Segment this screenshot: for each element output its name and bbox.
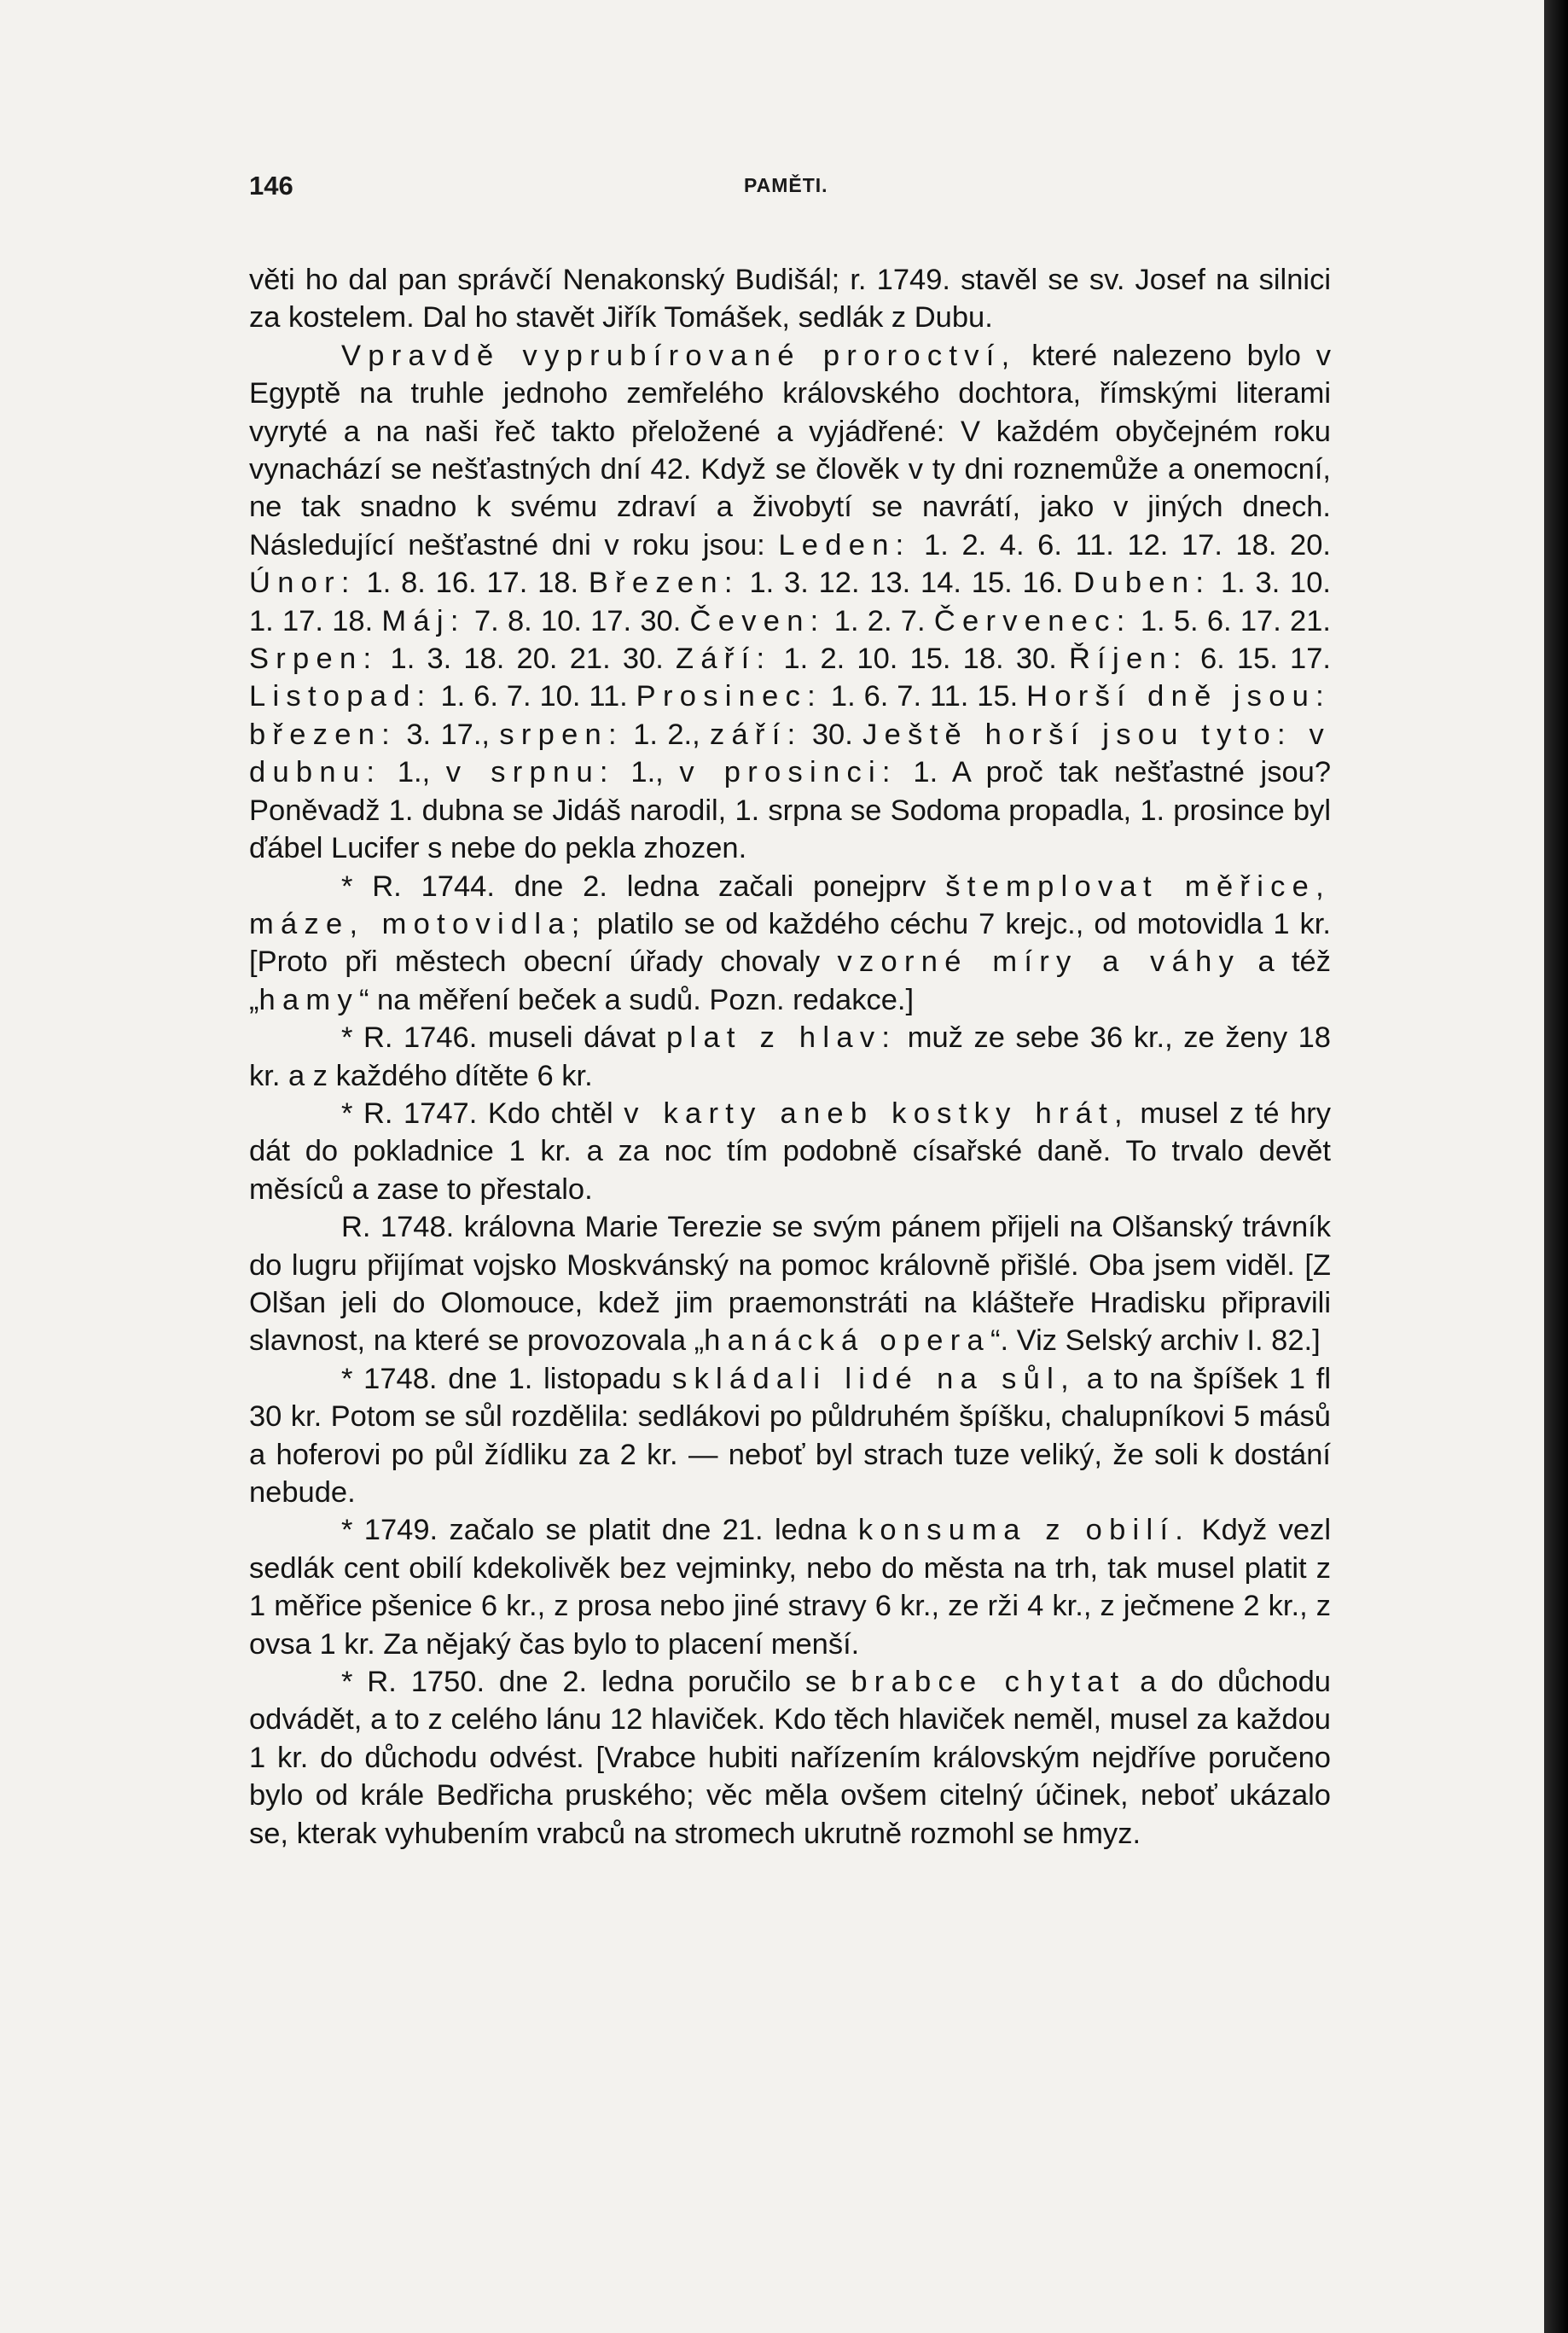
paragraph-text: 1. 6. 7. 10. 11. (432, 680, 636, 713)
spaced-emphasis-text: v srpnu: (445, 756, 615, 789)
spaced-emphasis-text: srpen: (499, 718, 624, 751)
paragraph (249, 1360, 1331, 1512)
paragraph-text: 1., (381, 756, 446, 789)
paragraph-text: 1. 2. 4. 6. 11. 12. 17. 18. 20. (910, 528, 1331, 561)
paragraph (249, 337, 1331, 868)
running-title: PAMĚTI. (744, 174, 828, 196)
spaced-emphasis-text: konsuma z obilí. (857, 1514, 1191, 1547)
paragraph (249, 868, 1331, 1020)
page-number: 146 (249, 171, 293, 201)
paragraph-text: 1. 3. 10. 1. 17. 18. (249, 567, 1332, 637)
spaced-emphasis-text: Září: (675, 643, 772, 676)
paragraph-text: Když vezl sedlák cent obilí kdekolivěk bez vejminky, nebo do města na trh, tak musel platit z 1 měřice pšenice 6 kr., z prosa nebo jiné stravy 6 kr., ze rži 4 kr., z ječmene 2 kr., z ovsa 1 kr. Za nějaký čas bylo to placení menší. (249, 1514, 1331, 1661)
page-header (249, 171, 1331, 213)
paragraph-text: “ na měření beček a sudů. Pozn. redakce.] (358, 983, 915, 1016)
paragraph-text: 1. A proč tak nešťastné jsou? Poněvadž 1. dubna se Jidáš narodil, 1. srpna se Sodoma propadla, 1. prosince byl ďábel Lucifer s nebe do pekla zhozen. (249, 756, 1332, 865)
spaced-emphasis-text: hamy (258, 983, 359, 1016)
page-edge-shadow (1544, 0, 1568, 2333)
paragraph-text: 30. (802, 718, 863, 751)
paragraph (249, 1095, 1331, 1208)
paragraph-text: 3. 17., (397, 718, 500, 751)
spaced-emphasis-text: štemplovat měřice, máze, motovidla; (249, 870, 1331, 940)
spaced-emphasis-text: v prosinci: (679, 756, 897, 789)
spaced-emphasis-text: vzorné míry a váhy (837, 945, 1241, 979)
paragraph-text: 6. 15. 17. (1188, 643, 1332, 676)
paragraph-text: 1. 3. 12. 13. 14. 15. 16. (739, 567, 1074, 600)
spaced-emphasis-text: Ještě horší jsou tyto: v dubnu: (249, 718, 1331, 789)
paragraph-text: věti ho dal pan správčí Nenakonský Budišál; r. 1749. stavěl se sv. Josef na silnici za kostelem. Dal ho stavět Jiřík Tomášek, sedlák z Dubu. (249, 264, 1331, 335)
paragraph-text: * R. 1750. dne 2. ledna poručilo se (341, 1666, 851, 1699)
spaced-emphasis-text: skládali lidé na sůl, (671, 1362, 1076, 1395)
paragraph-text: “. Viz Selský archiv I. 82.] (990, 1324, 1321, 1358)
spaced-emphasis-text: Horší dně jsou: březen: (249, 680, 1332, 751)
spaced-emphasis-text: Únor: (249, 567, 357, 600)
page-body (249, 261, 1331, 1853)
paragraph-text: * 1748. dne 1. listopadu (341, 1362, 672, 1395)
spaced-emphasis-text: v karty aneb kostky hrát, (624, 1097, 1130, 1130)
spaced-emphasis-text: Červenec: (933, 604, 1132, 637)
spaced-emphasis-text: Čeven: (689, 604, 826, 637)
spaced-emphasis-text: Duben: (1073, 567, 1211, 600)
paragraph-text: a do důchodu odvádět, a to z celého lánu 12 hlaviček. Kdo těch hlaviček neměl, musel za každou 1 kr. do důchodu odvést. [Vrabce hubiti nařízením královským nejdříve poručeno bylo od krále Bedřicha pruského; věc měla ovšem citelný účinek, neboť ukázalo se, kterak vyhubením vrabců na stromech ukrutně rozmohl se hmyz. (249, 1666, 1331, 1850)
paragraph-text: R. 1748. královna Marie Terezie se svým pánem přijeli na Olšanský trávník do lugru přijímat vojsko Moskvánský na pomoc královně přišlé. Oba jsem viděl. [Z Olšan jeli do Olomouce, kdež jim praemonstráti na klášteře Hradisku připravili slavnost, na které se provozovala „ (249, 1211, 1331, 1358)
spaced-emphasis-text: brabce chytat (851, 1666, 1126, 1699)
paragraph-text: platilo se od každého céchu 7 krejc., od motovidla 1 kr. [Proto při městech obecní úřady chovaly (249, 907, 1331, 979)
paragraph-text: které nalezeno bylo v Egyptě na truhle jednoho zemřelého královského dochtora, římskými literami vyryté a na naši řeč takto přeložené a vyjádřené: V každém obyčejném roku vynachází se nešťastných dní 42. Když se člověk v ty dni roznemůže a onemocní, ne tak snadno k svému zdraví a živobytí se navrátí, jako v jiných dnech. Následující nešťastné dni v roku jsou: (249, 339, 1331, 561)
spaced-emphasis-text: Vpravdě vyprubírované proroctví, (341, 339, 1017, 372)
spaced-emphasis-text: Leden: (778, 528, 911, 561)
paragraph-text: 1. 3. 18. 20. 21. 30. (378, 643, 676, 676)
paragraph (249, 1019, 1331, 1095)
paragraph-text: a to na špíšek 1 fl 30 kr. Potom se sůl rozdělila: sedlákovi po půldruhém špíšku, chalupníkovi 5 másů a hoferovi po půl žídliku za 2 kr. — neboť byl strach tuze veliký, že soli k dostání nebude. (249, 1362, 1331, 1509)
paragraph-text: 1. 2. 7. (825, 604, 934, 637)
paragraph (249, 1663, 1331, 1853)
spaced-emphasis-text: září: (710, 718, 803, 751)
paragraph-text: 1. 5. 6. 17. 21. (1131, 604, 1331, 637)
paragraph (249, 1511, 1331, 1663)
spaced-emphasis-text: plat z hlav: (666, 1021, 897, 1055)
paragraph-text: 1., (614, 756, 680, 789)
spaced-emphasis-text: Listopad: (249, 680, 433, 713)
paragraph-text: 1. 2. 10. 15. 18. 30. (771, 643, 1069, 676)
paragraph-text: 1. 6. 7. 11. 15. (822, 680, 1027, 713)
paragraph-text: * R. 1747. Kdo chtěl (341, 1097, 624, 1130)
spaced-emphasis-text: Říjen: (1068, 643, 1188, 676)
paragraph-text: a též „ (249, 945, 1331, 1016)
paragraph (249, 261, 1331, 337)
paragraph-text: 1. 2., (623, 718, 710, 751)
paragraph-text: 1. 8. 16. 17. 18. (356, 567, 589, 600)
spaced-emphasis-text: Březen: (588, 567, 740, 600)
spaced-emphasis-text: Prosinec: (636, 680, 823, 713)
paragraph-text: * 1749. začalo se platit dne 21. ledna (341, 1514, 858, 1547)
paragraph-text: 7. 8. 10. 17. 30. (465, 604, 690, 637)
paragraph-text: * R. 1746. museli dávat (341, 1021, 667, 1055)
paragraph (249, 1208, 1331, 1360)
spaced-emphasis-text: hanácká opera (704, 1324, 991, 1358)
paragraph-text: musel z té hry dát do pokladnice 1 kr. a za noc tím podobně císařské daně. To trvalo devět měsíců a zase to přestalo. (249, 1097, 1331, 1206)
paragraph-text: * R. 1744. dne 2. ledna začali ponejprv (341, 870, 946, 903)
spaced-emphasis-text: Srpen: (249, 643, 379, 676)
paragraph-text: muž ze sebe 36 kr., ze ženy 18 kr. a z každého dítěte 6 kr. (249, 1021, 1331, 1092)
spaced-emphasis-text: Máj: (381, 604, 466, 637)
